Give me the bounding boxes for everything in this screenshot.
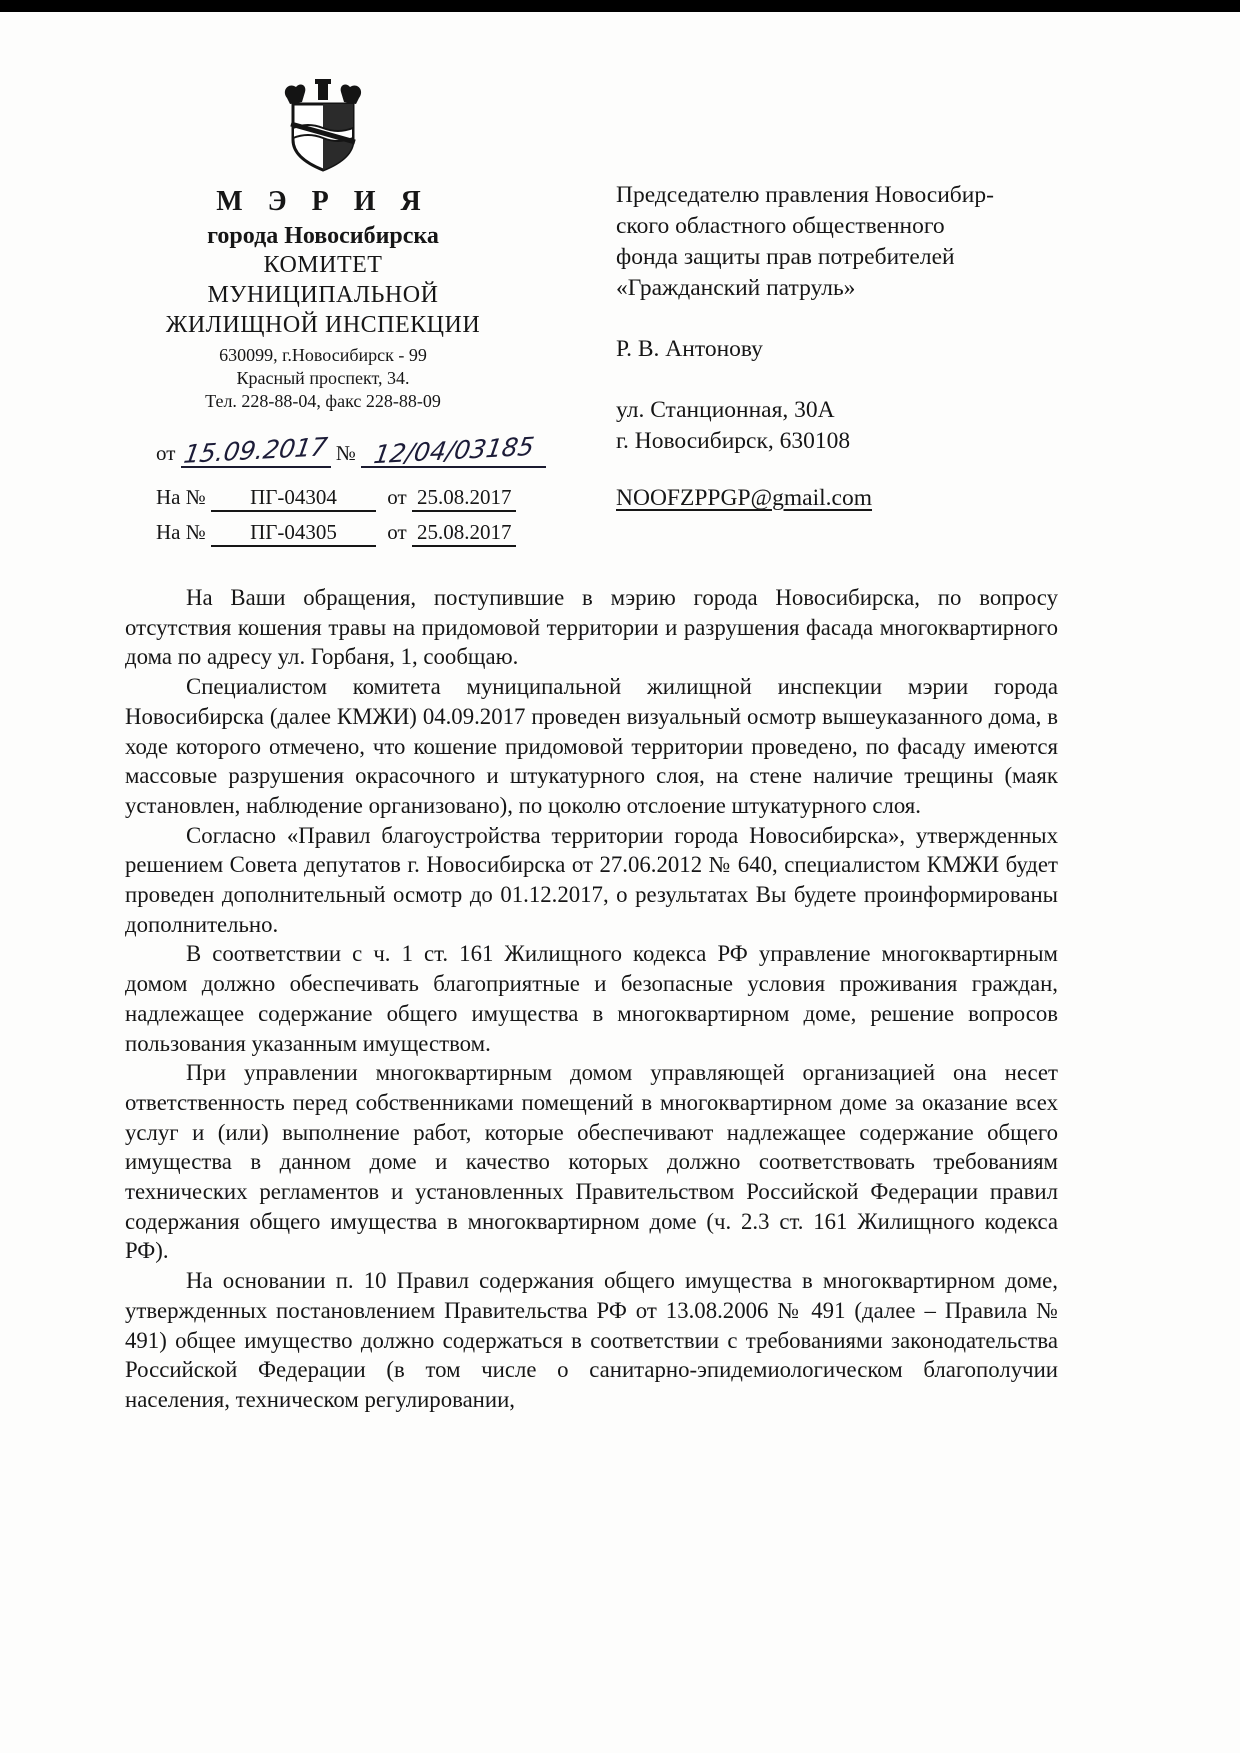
outgoing-number-line — [156, 431, 536, 477]
ref2-from-label: от — [387, 520, 407, 544]
body-paragraph: Специалистом комитета муниципальной жилищной инспекции мэрии города Новосибирска (далее КМЖИ) 04.09.2017 проведен визуальный осмотр вышеуказанного дома, в ходе которого отмечено, что кошение придомовой территории проведено, по фасаду имеются массовые разрушения окрасочного и штукатурного слоя, на стене наличие трещины (маяк установлен, наблюдение организовано), по цоколю отслоение штукатурного слоя. — [125, 674, 1058, 818]
ref2-label: На № — [156, 520, 206, 544]
outgoing-from-label: от — [156, 441, 176, 465]
ref1-date: 25.08.2017 — [412, 485, 517, 512]
recipient-title-line-3: фонда защиты прав потребителей — [616, 244, 955, 270]
sender-org-title: М Э Р И Я — [216, 186, 430, 217]
recipient-city: г. Новосибирск, 630108 — [616, 428, 851, 454]
recipient-title-line-1: Председателю правления Новосибир- — [616, 182, 994, 208]
body-paragraph: В соответствии с ч. 1 ст. 161 Жилищного кодекса РФ управление многоквартирным домом должно обеспечивать благоприятные и безопасные условия проживания граждан, надлежащее содержание общего имущества в многоквартирном доме, решение вопросов пользования указанным имуществом. — [125, 941, 1058, 1056]
sender-org-city: города Новосибирска — [207, 223, 439, 249]
body-paragraph: На основании п. 10 Правил содержания общего имущества в многоквартирном доме, утвержденных постановлением Правительства РФ от 13.08.2006 № 491 (далее – Правила № 491) общее имущество должно содержаться в соответствии с требованиями законодательства Российской Федерации (в том числе о санитарно-эпидемиологическом благополучии населения, техническом регулировании, — [125, 1268, 1058, 1412]
recipient-title-line-4: «Гражданский патруль» — [616, 275, 856, 301]
body-paragraph: Согласно «Правил благоустройства территории города Новосибирска», утвержденных решением Совета депутатов г. Новосибирска от 27.06.2012 № 640, специалистом КМЖИ будет проведен дополнительный осмотр до 01.12.2017, о результатах Вы будете проинформированы дополнительно. — [125, 822, 1058, 937]
scan-artifact-top — [0, 0, 1240, 12]
sender-street-line: Красный проспект, 34. — [236, 368, 410, 388]
recipient-street: ул. Станционная, 30А — [616, 397, 835, 423]
sender-block — [118, 78, 536, 547]
ref2-number: ПГ-04305 — [211, 520, 376, 547]
outgoing-date-handwritten: 15.09.2017 — [181, 432, 330, 469]
sender-org-committee-1: КОМИТЕТ — [263, 252, 383, 278]
ref2-date: 25.08.2017 — [412, 520, 517, 547]
body-paragraph: При управлении многоквартирным домом управляющей организацией она несет ответственность перед собственниками помещений в многоквартирном доме за оказание всех услуг и (или) выполнение работ, которые обеспечивают надлежащее содержание общего имущества в данном доме и качество которых должно соответствовать требованиям технических регламентов и установленных Правительством Российской Федерации правил содержания общего имущества в многоквартирном доме (ч. 2.3 ст. 161 Жилищного кодекса РФ). — [125, 1060, 1058, 1264]
ref1-number: ПГ-04304 — [211, 485, 376, 512]
reference-line-1 — [156, 485, 528, 512]
sender-org-committee-3: ЖИЛИЩНОЙ ИНСПЕКЦИИ — [165, 312, 481, 338]
recipient-email: NOOFZPPGP@gmail.com — [616, 485, 873, 511]
recipient-block — [616, 180, 1106, 514]
reference-line-2 — [156, 520, 528, 547]
ref1-label: На № — [156, 485, 206, 509]
outgoing-number-handwritten: 12/04/03185 — [371, 431, 536, 470]
coat-of-arms-icon — [271, 78, 375, 174]
outgoing-number-blank — [361, 431, 546, 470]
recipient-title-line-2: ского областного общественного — [616, 213, 945, 239]
outgoing-no-label: № — [335, 441, 356, 465]
sender-org-committee-2: МУНИЦИПАЛЬНОЙ — [207, 282, 439, 308]
body-paragraph: На Ваши обращения, поступившие в мэрию города Новосибирска, по вопросу отсутствия кошения травы на придомовой территории и разрушения фасада многоквартирного дома по адресу ул. Горбаня, 1, сообщаю. — [125, 585, 1058, 670]
sender-postal-line: 630099, г.Новосибирск - 99 — [219, 345, 427, 365]
outgoing-date-blank — [181, 432, 331, 469]
sender-phone-line: Тел. 228-88-04, факс 228-88-09 — [205, 391, 441, 411]
letter-body — [125, 583, 1058, 1415]
recipient-name: Р. В. Антонову — [616, 336, 763, 362]
ref1-from-label: от — [387, 485, 407, 509]
